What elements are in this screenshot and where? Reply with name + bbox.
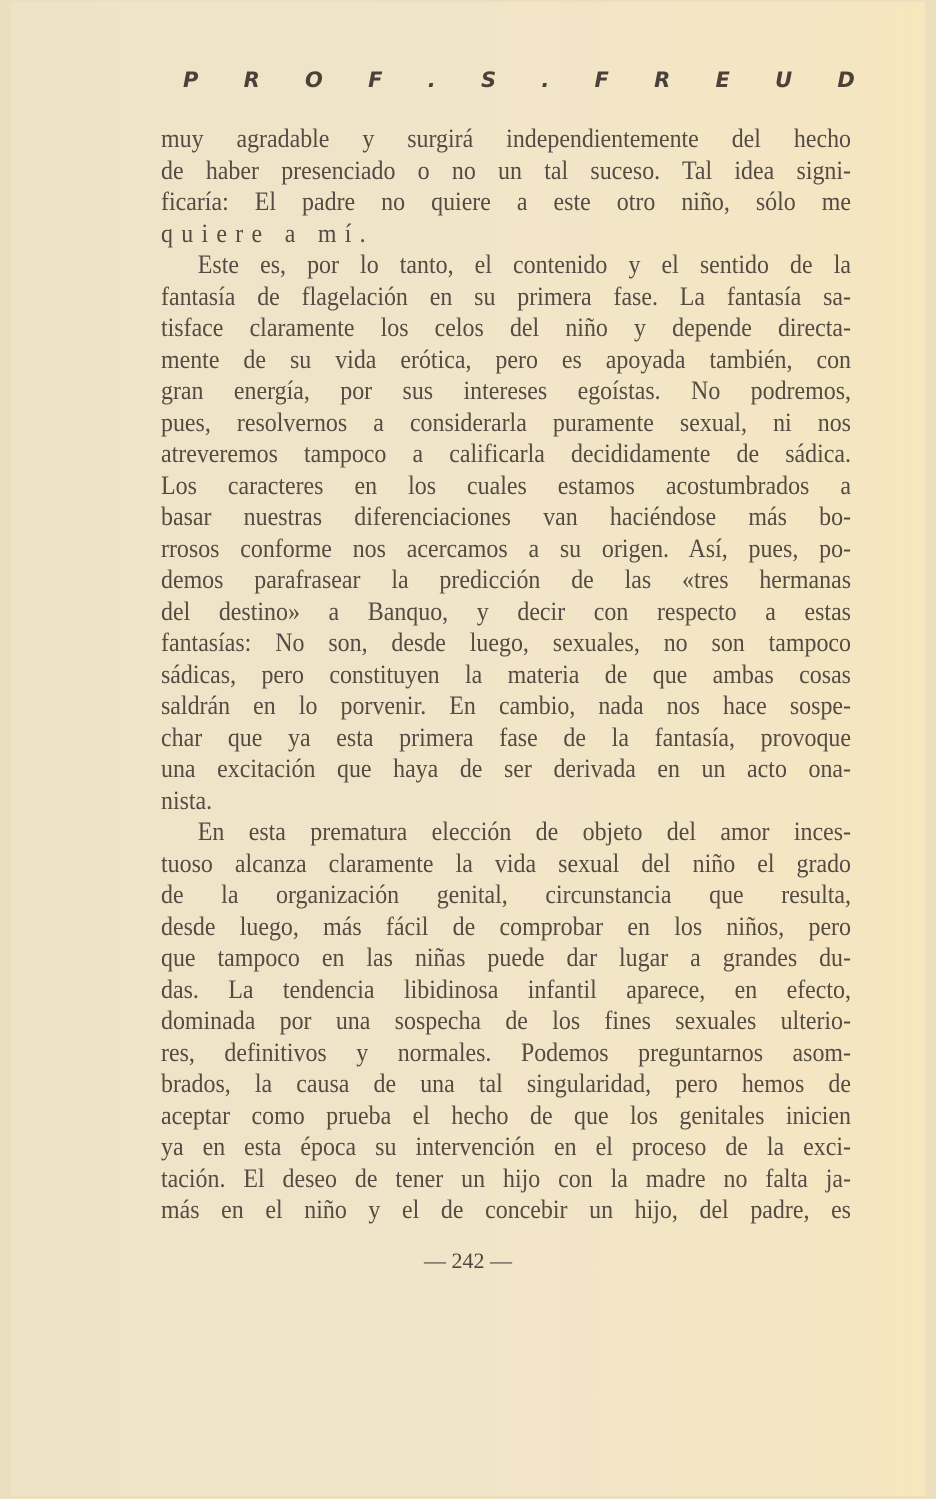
page-number: — 242 — [424, 1248, 512, 1273]
text-line: ficaría: El padre no quiere a este otro niño, sólo me [161, 187, 851, 216]
text-line: dominada por una sospecha de los fines sexuales ulterio- [161, 1006, 851, 1035]
text-line: rrosos conforme nos acercamos a su origen. Así, pues, po- [161, 533, 851, 563]
text-line: nista. [161, 785, 213, 815]
running-head-letter: R [654, 68, 671, 92]
text-line: muy agradable y surgirá independientemente del hecho [161, 124, 851, 153]
running-head-letter: U [775, 68, 793, 92]
running-head-letter: . [541, 68, 550, 92]
text-line: Los caracteres en los cuales estamos acostumbrados a [161, 470, 851, 500]
text-line: char que ya esta primera fase de la fantasía, provoque [161, 722, 851, 752]
text-line: das. La tendencia libidinosa infantil aparece, en efecto, [161, 974, 851, 1004]
text-line: tuoso alcanza claramente la vida sexual del niño el grado [161, 848, 851, 878]
text-line: tación. El deseo de tener un hijo con la madre no falta ja- [161, 1163, 851, 1193]
text-line: de haber presenciado o no un tal suceso. Tal idea signi- [161, 155, 851, 185]
running-head-letter: D [837, 68, 855, 92]
text-line: desde luego, más fácil de comprobar en los niños, pero [161, 911, 851, 941]
text-line: aceptar como prueba el hecho de que los genitales inicien [161, 1100, 851, 1130]
text-line: sádicas, pero constituyen la materia de que ambas cosas [161, 659, 851, 689]
text-line: más en el niño y el de concebir un hijo, del padre, es [161, 1195, 851, 1224]
text-line: res, definitivos y normales. Podemos preguntarnos asom- [161, 1037, 851, 1067]
running-head-letter: . [427, 68, 436, 92]
text-line: fantasía de flagelación en su primera fase. La fantasía sa- [161, 281, 851, 311]
running-head [183, 68, 855, 92]
text-line: pues, resolvernos a considerarla puramente sexual, ni nos [161, 407, 851, 437]
text-line: basar nuestras diferenciaciones van haciéndose más bo- [161, 502, 851, 531]
text-line: ya en esta época su intervención en el proceso de la exci- [161, 1132, 851, 1161]
text-line: una excitación que haya de ser derivada en un acto ona- [161, 754, 851, 783]
text-line: demos parafrasear la predicción de las «tres hermanas [161, 565, 851, 594]
text-line: de la organización genital, circunstancia que resulta, [161, 880, 851, 909]
text-line: quiere a mí. [161, 218, 374, 248]
paragraph-start-line: Este es, por lo tanto, el contenido y el sentido de la [197, 250, 852, 279]
text-line: tisface claramente los celos del niño y depende directa- [161, 313, 851, 342]
text-line: atreveremos tampoco a calificarla decididamente de sádica. [161, 439, 851, 468]
text-line: saldrán en lo porvenir. En cambio, nada nos hace sospe- [161, 691, 851, 720]
text-line: gran energía, por sus intereses egoístas. No podremos, [161, 376, 851, 405]
running-head-letter: S [480, 68, 497, 92]
text-line: del destino» a Banquo, y decir con respecto a estas [161, 596, 851, 626]
running-head-letter: P [183, 68, 199, 92]
text-line: mente de su vida erótica, pero es apoyada también, con [161, 344, 851, 374]
running-head-letter: F [594, 68, 609, 92]
running-head-letter: O [305, 68, 323, 92]
body-text [161, 123, 851, 1226]
text-line: fantasías: No son, desde luego, sexuales, no son tampoco [161, 628, 851, 657]
paragraph-start-line: En esta prematura elección de objeto del amor inces- [197, 817, 852, 846]
text-line: brados, la causa de una tal singularidad, pero hemos de [161, 1069, 851, 1098]
running-head-letter: F [368, 68, 383, 92]
text-line: que tampoco en las niñas puede dar lugar a grandes du- [161, 943, 851, 972]
running-head-letter: E [715, 68, 730, 92]
running-head-letter: R [243, 68, 260, 92]
